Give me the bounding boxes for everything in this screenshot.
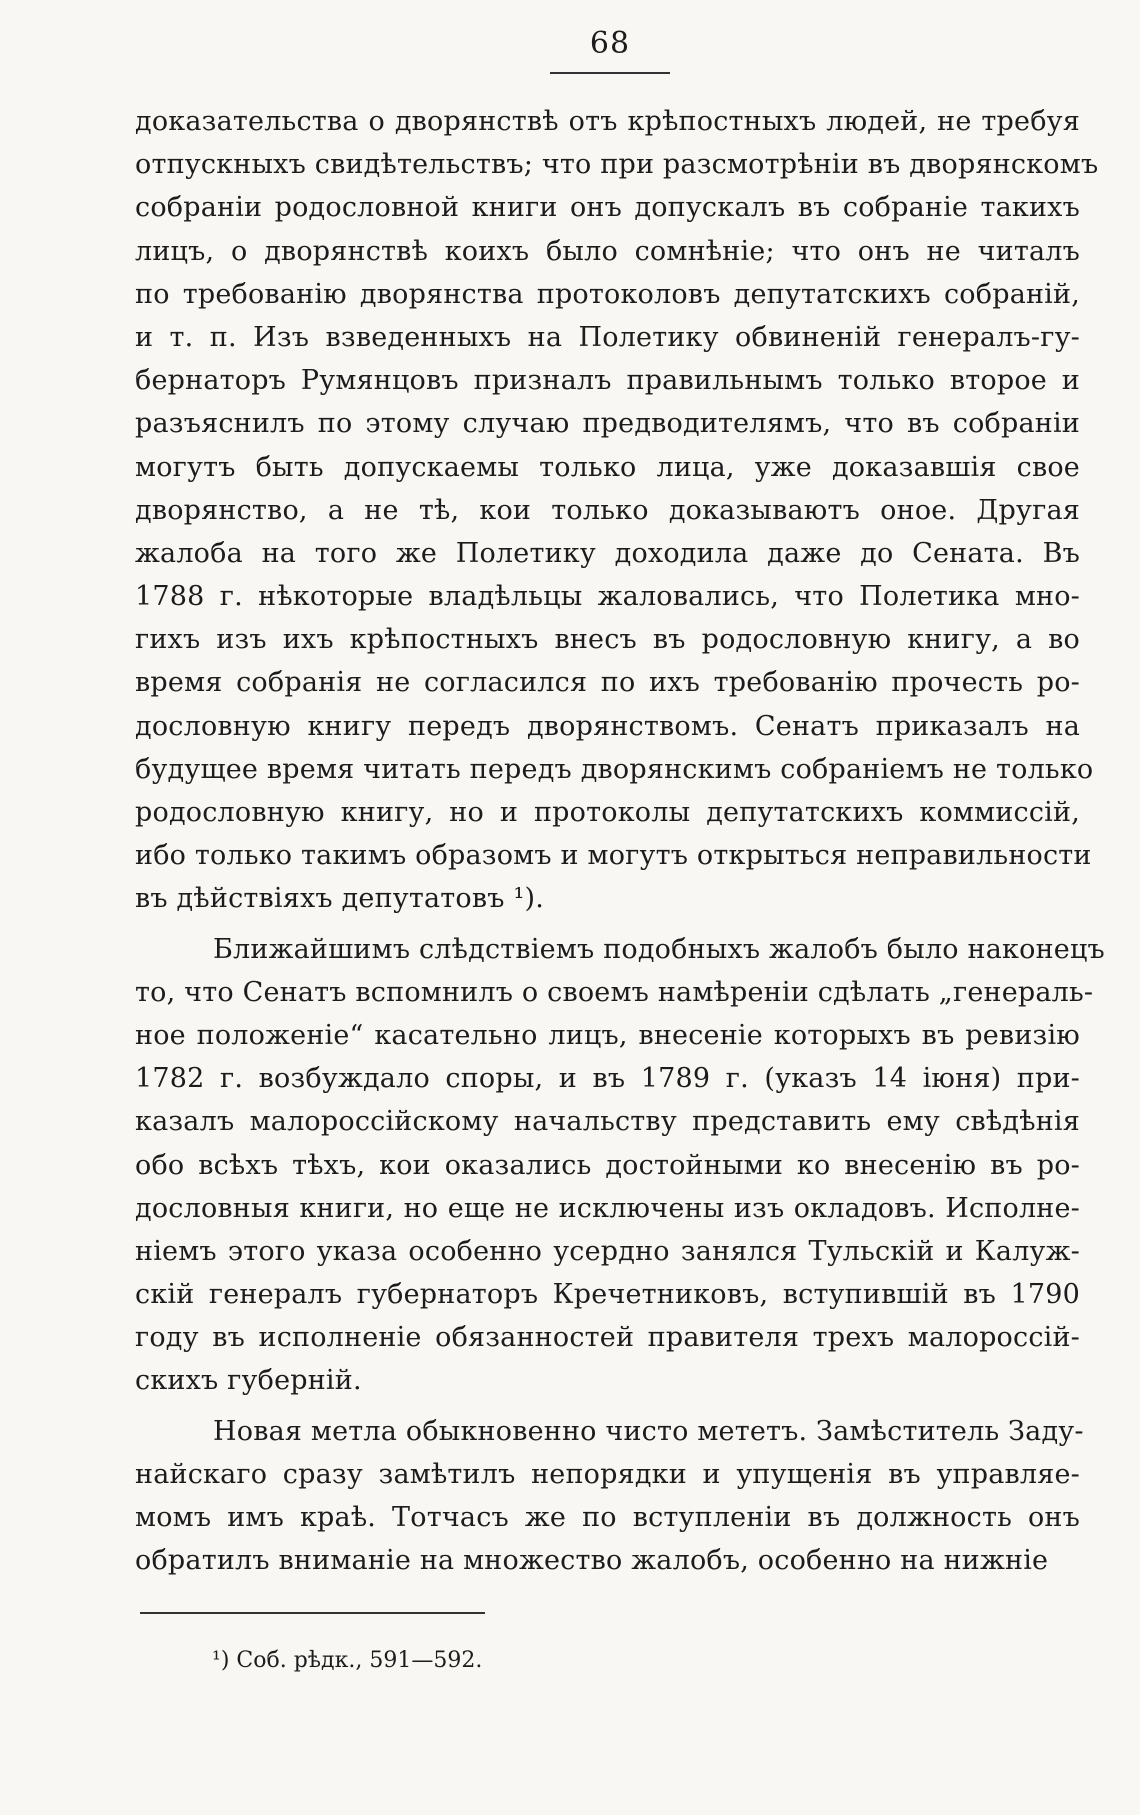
- text-line: могутъ быть допускаемы только лица, уже доказавшія свое: [135, 451, 1080, 483]
- text-line: 1782 г. возбуждало споры, и въ 1789 г. (указъ 14 іюня) при-: [135, 1063, 1080, 1095]
- text-line: обо всѣхъ тѣхъ, кои оказались достойными ко внесенію въ ро-: [135, 1149, 1080, 1181]
- paragraph-gap: [135, 921, 1080, 928]
- text-line: казалъ малороссійскому начальству представить ему свѣдѣнія: [135, 1106, 1080, 1138]
- text-line: лицъ, о дворянствѣ коихъ было сомнѣніе; что онъ не читалъ: [135, 235, 1080, 267]
- text-line: будущее время читать передъ дворянскимъ собраніемъ не только: [135, 753, 1094, 785]
- text-line: и т. п. Изъ взведенныхъ на Полетику обвиненій генералъ-гу-: [135, 321, 1080, 353]
- body-text: [135, 100, 1105, 1582]
- text-line: дословную книгу передъ дворянствомъ. Сенатъ приказалъ на: [135, 710, 1080, 742]
- text-line: въ дѣйствіяхъ депутатовъ ¹).: [135, 883, 544, 915]
- text-line: ніемъ этого указа особенно усердно занялся Тульскій и Калуж-: [135, 1235, 1080, 1267]
- text-line: то, что Сенатъ вспомнилъ о своемъ намѣреніи сдѣлать „генераль-: [135, 976, 1094, 1008]
- paragraph: [135, 928, 1105, 1403]
- text-line: 1788 г. нѣкоторые владѣльцы жаловались, что Полетика мно-: [135, 581, 1080, 613]
- text-line: найскаго сразу замѣтилъ непорядки и упущенія въ управляе-: [135, 1458, 1080, 1490]
- text-line: доказательства о дворянствѣ отъ крѣпостныхъ людей, не требуя: [135, 106, 1080, 137]
- text-line: бернаторъ Румянцовъ призналъ правильнымъ только второе и: [135, 365, 1080, 397]
- footnote: ¹) Соб. рѣдк., 591—592.: [212, 1648, 483, 1673]
- text-line: Новая метла обыкновенно чисто мететъ. Замѣститель Заду-: [213, 1415, 1084, 1447]
- text-line: скихъ губерній.: [135, 1365, 362, 1397]
- text-line: ное положеніе“ касательно лицъ, внесеніе которыхъ въ ревизію: [135, 1019, 1080, 1051]
- text-line: отпускныхъ свидѣтельствъ; что при разсмотрѣніи въ дворянскомъ: [135, 149, 1099, 181]
- footnote-separator: [140, 1612, 485, 1614]
- text-line: Ближайшимъ слѣдствіемъ подобныхъ жалобъ было наконецъ: [213, 933, 1105, 965]
- text-line: дословныя книги, но еще не исключены изъ окладовъ. Исполне-: [135, 1192, 1080, 1224]
- text-line: году въ исполненіе обязанностей правителя трехъ малороссій-: [135, 1322, 1080, 1354]
- paragraph: [135, 1410, 1084, 1583]
- page-number: 68: [589, 26, 631, 61]
- text-line: жалоба на того же Полетику доходила даже до Сената. Въ: [135, 537, 1080, 569]
- text-line: собраніи родословной книги онъ допускалъ въ собраніе такихъ: [135, 192, 1080, 224]
- text-line: скій генералъ губернаторъ Кречетниковъ, вступившій въ 1790: [135, 1279, 1080, 1311]
- text-line: по требованію дворянства протоколовъ депутатскихъ собраній,: [135, 278, 1080, 310]
- paragraph: [135, 100, 1099, 921]
- text-line: ибо только такимъ образомъ и могутъ открыться неправильности: [135, 840, 1092, 872]
- text-line: гихъ изъ ихъ крѣпостныхъ внесъ въ родословную книгу, а во: [135, 624, 1080, 656]
- paragraph-gap: [135, 1403, 1080, 1410]
- text-line: разъяснилъ по этому случаю предводителямъ, что въ собраніи: [135, 408, 1080, 440]
- text-line: дворянство, а не тѣ, кои только доказываютъ оное. Другая: [135, 494, 1080, 526]
- text-line: момъ имъ краѣ. Тотчасъ же по вступленіи въ должность онъ: [135, 1502, 1080, 1533]
- text-line: обратилъ вниманіе на множество жалобъ, особенно на нижніе: [135, 1545, 1049, 1577]
- page-number-rule: [550, 72, 670, 74]
- text-line: время собранія не согласился по ихъ требованію прочесть ро-: [135, 667, 1080, 699]
- text-line: родословную книгу, но и протоколы депутатскихъ коммиссій,: [135, 797, 1080, 828]
